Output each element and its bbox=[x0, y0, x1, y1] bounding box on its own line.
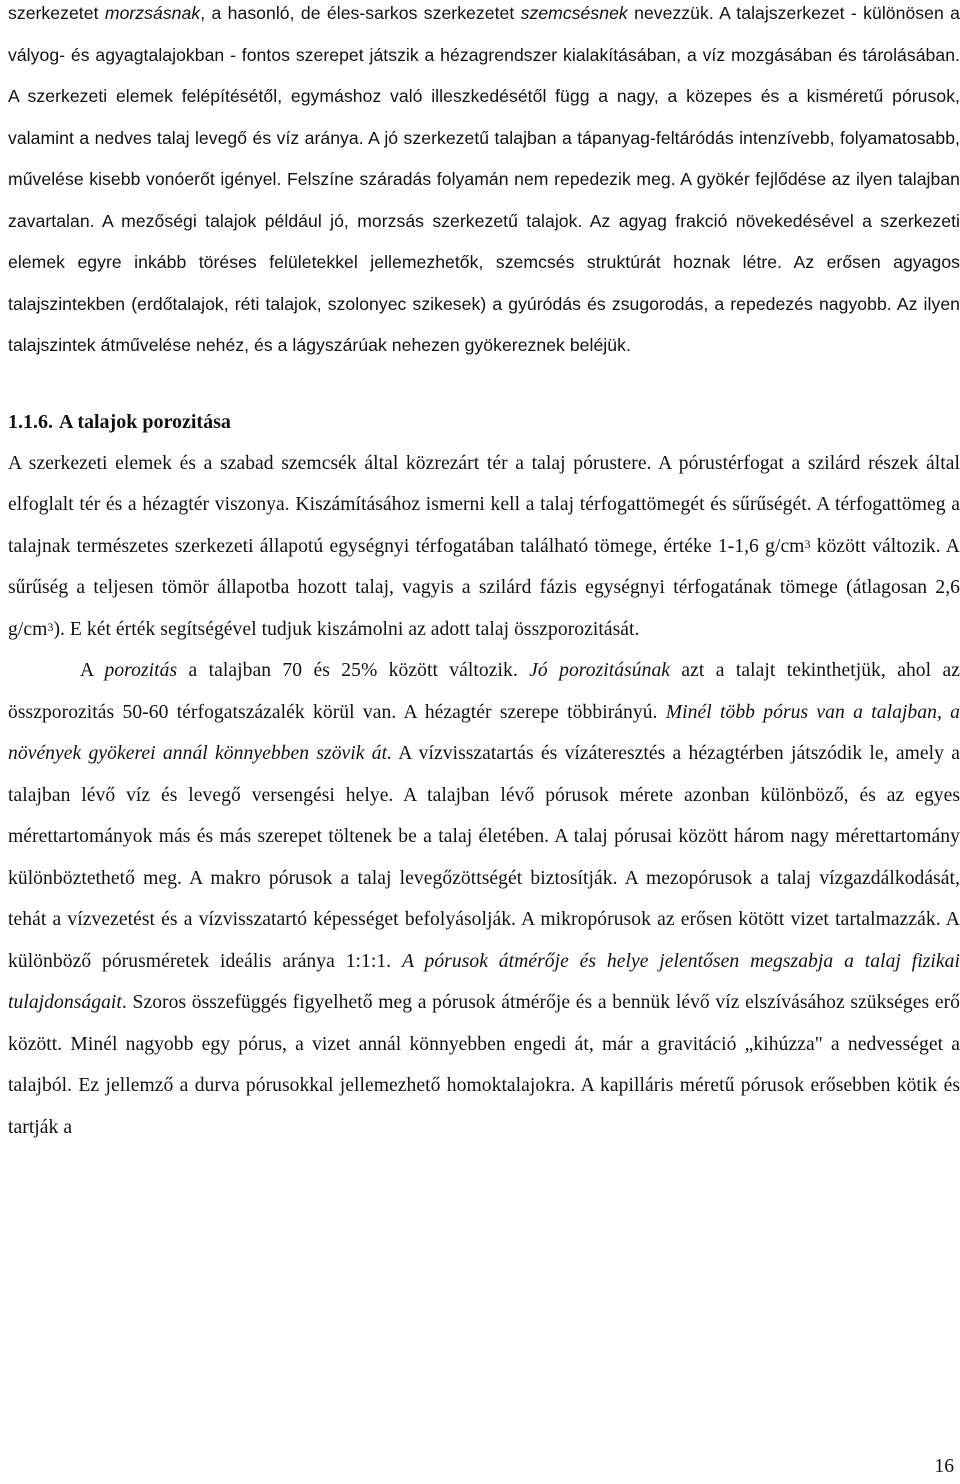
page-number: 16 bbox=[934, 1456, 954, 1477]
paragraph-pore-space: A szerkezeti elemek és a szabad szemcsék által közrezárt tér a talaj pórustere. A pórustérfogat a szilárd részek által elfoglalt tér és a hézagtér viszonya. Kiszámításához ismerni kell a talaj térfogattömegét és sűrűségét. A térfogattömeg a talajnak természetes szerkezeti állapotú egységnyi térfogatában található tömege, értéke 1-1,6 $g/cm^3$ között változik. A sűrűség a teljesen tömör állapotba hozott talaj, vagyis a szilárd fázis egységnyi térfogatának tömege (átlagosan 2,6 $g/cm^3$). E két érték segítségével tudjuk kiszámolni az adott talaj összporozitását. bbox=[8, 452, 960, 640]
paragraph-soil-structure: szerkezetet morzsásnak, a hasonló, de éles-sarkos szerkezetet szemcsésnek nevezzük. A talajszerkezet - különösen a vályog- és agyagtalajokban - fontos szerepet játszik a hézagrendszer kialakításában, a víz mozgásában és tárolásában. A szerkezeti elemek felépítésétől, egymáshoz való illeszkedésétől függ a nagy, a közepes és a kisméretű pórusok, valamint a nedves talaj levegő és víz aránya. A jó szerkezetű talajban a tápanyag-feltáródás intenzívebb, folyamatosabb, művelése kisebb vonóerőt igényel. Felszíne száradás folyamán nem repedezik meg. A gyökér fejlődése az ilyen talajban zavartalan. A mezőségi talajok például jó, morzsás szerkezetű talajok. Az agyag frakció növekedésével a szerkezeti elemek egyre inkább töréses felületekkel jellemezhetők, szemcsés struktúrát hoznak létre. Az erősen agyagos talajszintekben (erdőtalajok, réti talajok, szolonyec szikesek) a gyúródás és zsugorodás, a repedezés nagyobb. Az ilyen talajszintek átművelése nehéz, és a lágyszárúak nehezen gyökereznek beléjük. bbox=[8, 3, 960, 355]
paragraph-porosity: A porozitás a talajban 70 és 25% között változik. Jó porozitásúnak azt a talajt tekinthetjük, ahol az összporozitás 50-60 térfogatszázalék körül van. A hézagtér szerepe többirányú. Minél több pórus van a talajban, a növények gyökerei annál könnyebben szövik át. A vízvisszatartás és vízáteresztés a hézagtérben játszódik le, amely a talajban lévő víz és levegő versengési helye. A talajban lévő pórusok mérete azonban különböző, és az egyes mérettartományok más és más szerepet töltenek be a talaj életében. A talaj pórusai között három nagy mérettartomány különböztethető meg. A makro pórusok a talaj levegőzöttségét biztosítják. A mezopórusok a talaj vízgazdálkodását, tehát a vízvezetést és a vízvisszatartó képességet befolyásolják. A mikropórusok az erősen kötött vizet tartalmazzák. A különböző pórusméretek ideális aránya 1:1:1. A pórusok átmérője és helye jelentősen megszabja a talaj fizikai tulajdonságait. Szoros összefüggés figyelhető meg a pórusok átmérője és a bennük lévő víz elszívásához szükséges erő között. Minél nagyobb egy pórus, a vizet annál könnyebben engedi át, már a gravitáció „kihúzza" a nedvességet a talajból. Ez jellemző a durva pórusokkal jellemezhető homoktalajokra. A kapilláris méretű pórusok erősebben kötik és tartják a bbox=[8, 660, 960, 1138]
section-heading bbox=[8, 401, 960, 443]
section-number: 1.1.6. bbox=[8, 410, 53, 433]
document-page bbox=[8, 0, 960, 1148]
section-title: A talajok porozitása bbox=[59, 410, 231, 433]
